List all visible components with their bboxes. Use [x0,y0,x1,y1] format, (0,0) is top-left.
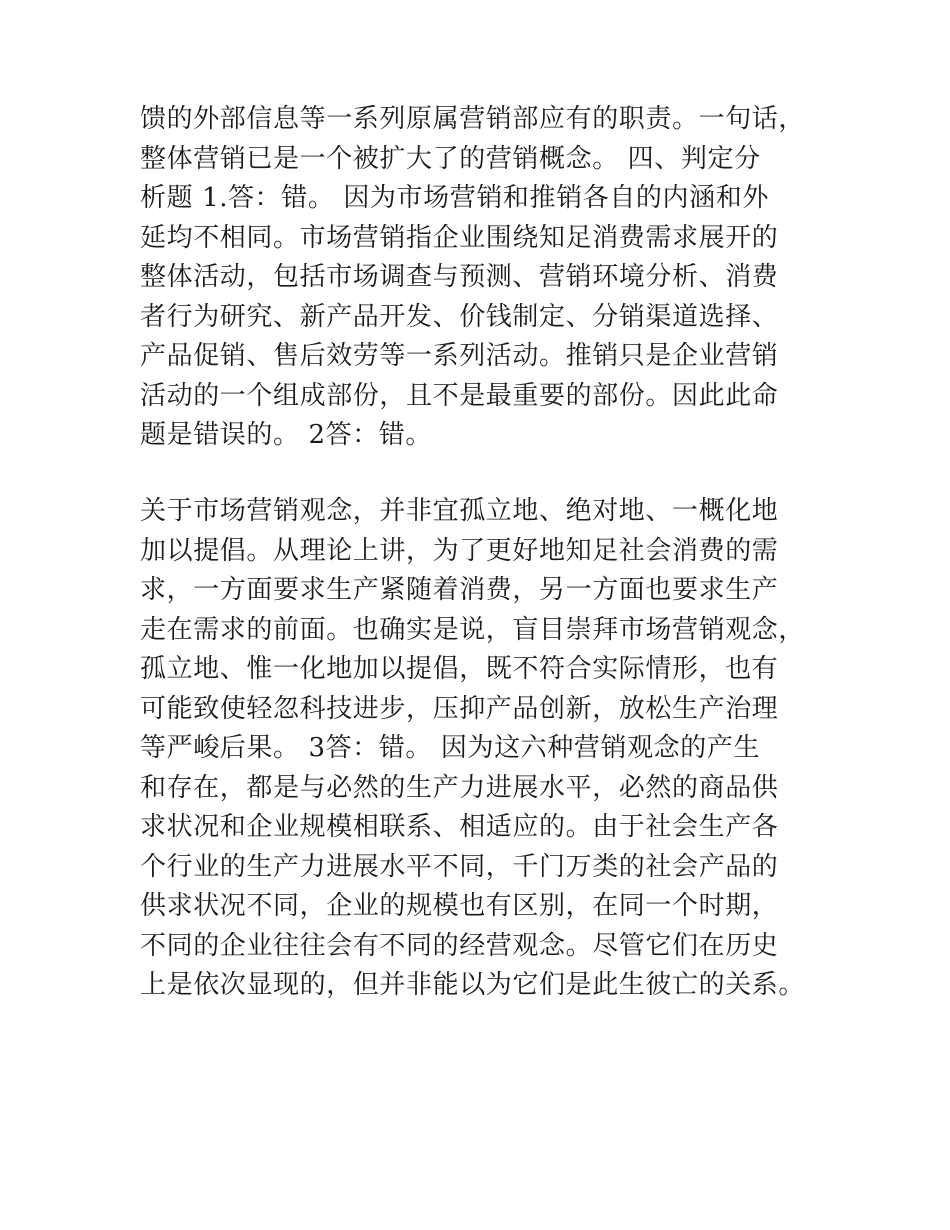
text-line: 走在需求的前面。也确实是说，盲目崇拜市场营销观念， [140,614,806,645]
text-line: 求，一方面要求生产紧随着消费，另一方面也要求生产 [140,575,779,605]
text-line: 整体活动，包括市场调查与预测、营销环境分析、消费 [140,262,779,292]
text-line: 不同的企业往往会有不同的经营观念。尽管它们在历史 [140,930,779,961]
paragraph-2 [140,492,840,1006]
text-line: 活动的一个组成部份，且不是最重要的部份。因此此命 [140,380,779,411]
text-line: 等严峻后果。 3答：错。 因为这六种营销观念的产生 [140,733,761,763]
text-line: 整体营销已是一个被扩大了的营销概念。 四、判定分 [140,143,761,174]
text-line: 馈的外部信息等一系列原属营销部应有的职责。一句话， [140,104,806,134]
text-line: 供求状况不同，企业的规模也有区别，在同一个时期， [140,891,779,921]
text-line: 产品促销、售后效劳等一系列活动。推销只是企业营销 [140,341,779,371]
text-line: 题是错误的。 2答：错。 [140,420,433,450]
text-line: 孤立地、惟一化地加以提倡，既不符合实际情形，也有 [140,654,779,684]
text-line: 析题 1.答：错。 因为市场营销和推销各自的内涵和外 [140,183,769,213]
text-line: 求状况和企业规模相联系、相适应的。由于社会生产各 [140,812,779,842]
paragraph-1 [140,100,840,456]
text-line: 加以提倡。从理论上讲，为了更好地知足社会消费的需 [140,535,779,566]
text-line: 者行为研究、新产品开发、价钱制定、分销渠道选择、 [140,301,779,332]
text-line: 延均不相同。市场营销指企业围绕知足消费需求展开的 [140,222,779,253]
text-line: 关于市场营销观念，并非宜孤立地、绝对地、一概化地 [140,496,779,526]
text-line: 可能致使轻忽科技进步，压抑产品创新，放松生产治理 [140,693,779,724]
text-line: 和存在，都是与必然的生产力进展水平，必然的商品供 [140,772,779,803]
text-line: 个行业的生产力进展水平不同，千门万类的社会产品的 [140,851,779,882]
text-line: 上是依次显现的，但并非能以为它们是此生彼亡的关系。 [140,970,806,1000]
